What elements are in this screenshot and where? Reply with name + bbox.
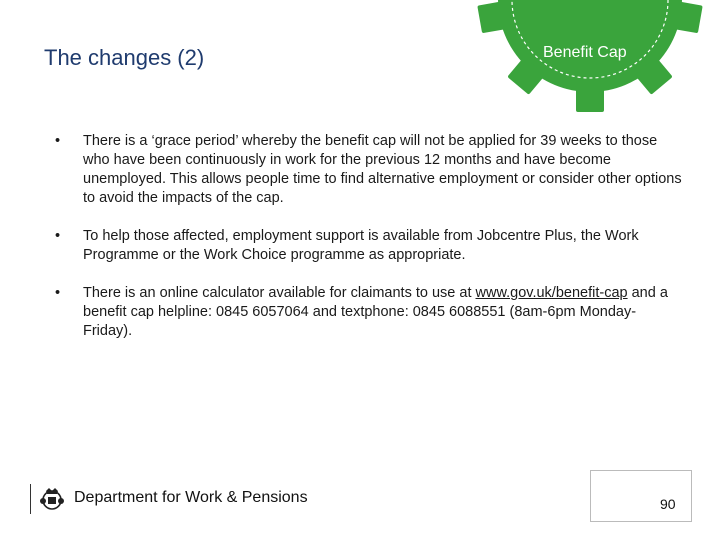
bullet-text: There is a ‘grace period’ whereby the benefit cap will not be applied for 39 weeks to those who have been continuously in work for the previous 12 months and have become unemployed. This allows people time to find alternative employment or consider other options to avoid the impacts of the cap. <box>83 133 682 206</box>
page-title: The changes (2) <box>44 45 205 70</box>
list-item <box>55 132 685 208</box>
royal-crest-icon <box>38 485 66 513</box>
bullet-list <box>55 132 685 360</box>
topic-badge: Benefit Cap <box>543 44 627 61</box>
list-item <box>55 284 685 341</box>
bullet-marker: • <box>55 133 61 149</box>
bullet-text: To help those affected, employment support is available from Jobcentre Plus, the Work Programme or the Work Choice programme as appropriate. <box>83 228 639 263</box>
bullet-marker: • <box>55 285 61 301</box>
page-number: 90 <box>660 496 676 512</box>
organisation-name: Department for Work & Pensions <box>74 489 308 506</box>
benefit-cap-link[interactable]: www.gov.uk/benefit-cap <box>475 285 628 301</box>
list-item <box>55 227 685 265</box>
bullet-text: and a benefit cap helpline: 0845 6057064 and textphone: 0845 6088551 (8am-6pm Monday-Friday). <box>83 285 668 339</box>
page-number-box <box>590 470 692 522</box>
footer-divider <box>30 484 37 514</box>
bullet-marker: • <box>55 228 61 244</box>
bullet-text: There is an online calculator available for claimants to use at <box>83 285 476 301</box>
